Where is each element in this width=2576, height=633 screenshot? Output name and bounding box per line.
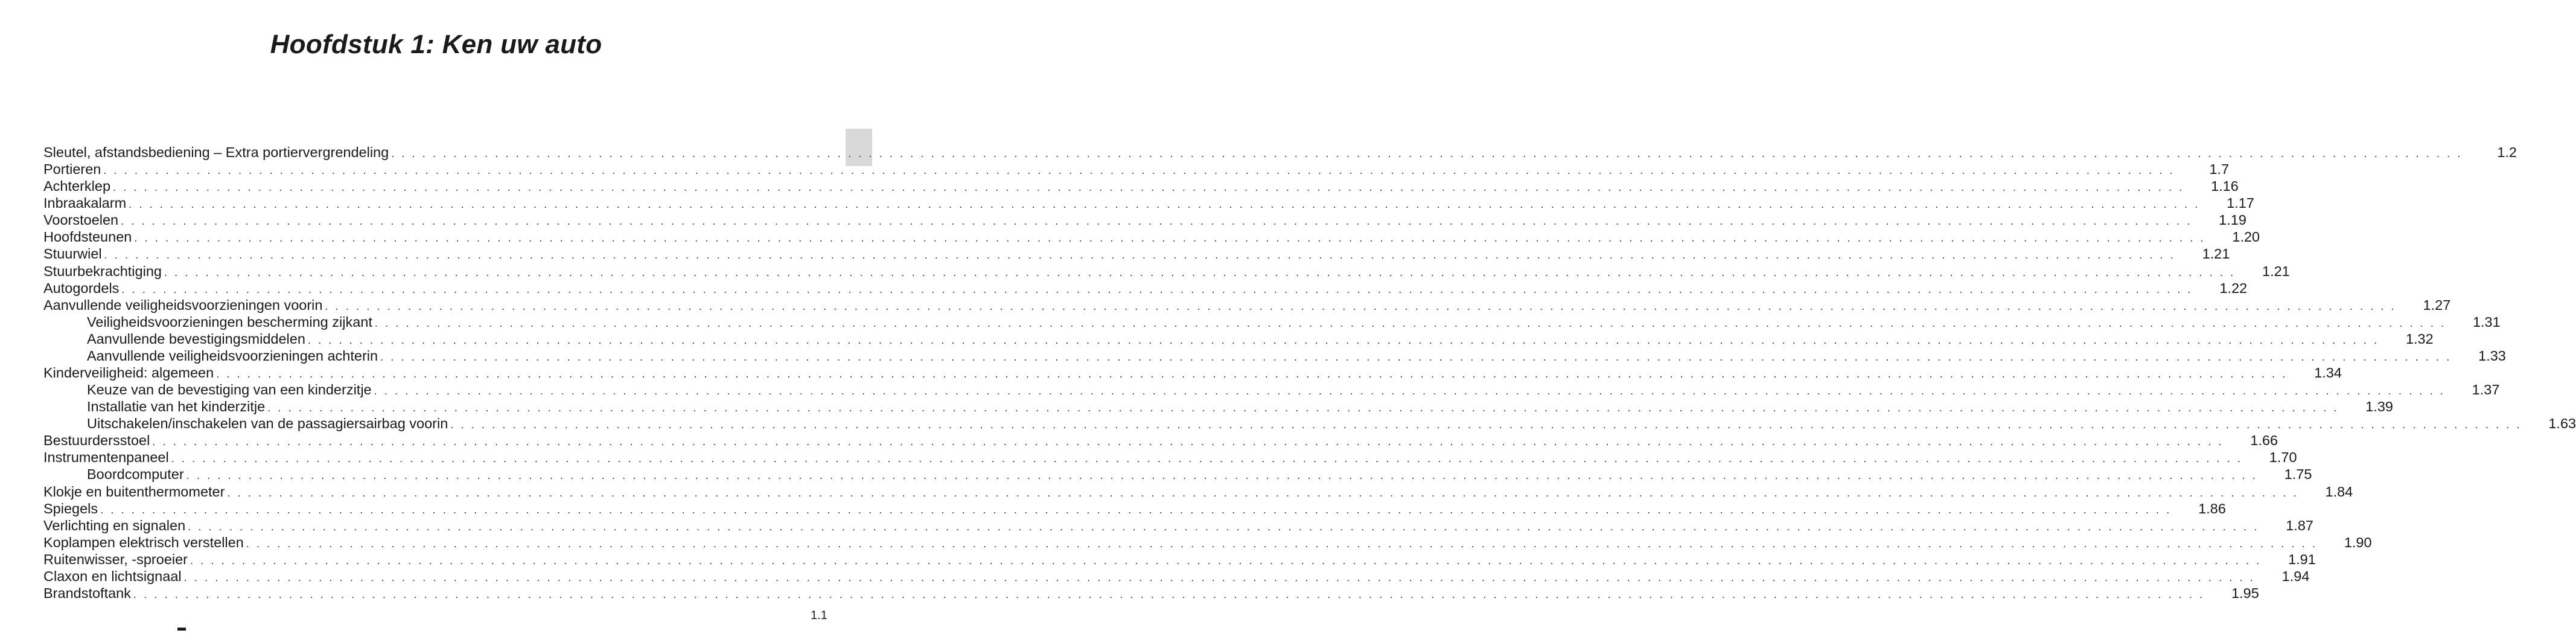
dot-leader: . . . . . . . . . . . . . . . . . . . . . . . . . . . . . . . . . . . . . . . . . . . . . . . . . . . . . . . . . . . . . . . . . . . . . . . . . . . . . . . . . . . . . . . . . . . . . . . . . . . . . . . . . . . . . . . . . . . . . . . . . . . . . . . . . . . . . . . . . . . . . . . . . . . . . . . . . . . . . . . . . . . . . . . . . . . . . . . . . . . . . . . . . . . . . . . . . . . . . . . . bbox=[129, 198, 2200, 211]
table-of-contents bbox=[43, 144, 2576, 602]
toc-entry-page: 1.17 bbox=[2227, 195, 2254, 211]
dot-leader: . . . . . . . . . . . . . . . . . . . . . . . . . . . . . . . . . . . . . . . . . . . . . . . . . . . . . . . . . . . . . . . . . . . . . . . . . . . . . . . . . . . . . . . . . . . . . . . . . . . . . . . . . . . . . . . . . . . . . . . . . . . . . . . . . . . . . . . . . . . . . . . . . . . . . . . . . . . . . . . . . . . . . . . . . . . . . . . . . . . . . . . . . . . . . . . . . . . . . . . . bbox=[190, 554, 2262, 567]
toc-entry[interactable] bbox=[43, 483, 2353, 500]
dot-leader: . . . . . . . . . . . . . . . . . . . . . . . . . . . . . . . . . . . . . . . . . . . . . . . . . . . . . . . . . . . . . . . . . . . . . . . . . . . . . . . . . . . . . . . . . . . . . . . . . . . . . . . . . . . . . . . . . . . . . . . . . . . . . . . . . . . . . . . . . . . . . . . . . . . . . . . . . . . . . . . . . . . . . . . . . . . . . . . . . . . . . . . . . . . . . . . . . . . . . . . . bbox=[186, 469, 2258, 482]
toc-entry-label: Aanvullende bevestigingsmiddelen bbox=[87, 330, 305, 347]
toc-entry-label: Hoofdsteunen bbox=[43, 229, 132, 245]
toc-entry[interactable] bbox=[43, 449, 2297, 466]
toc-entry-label: Aanvullende veiligheidsvoorzieningen achterin bbox=[87, 347, 378, 364]
toc-entry-page: 1.91 bbox=[2288, 551, 2316, 567]
dot-leader: . . . . . . . . . . . . . . . . . . . . . . . . . . . . . . . . . . . . . . . . . . . . . . . . . . . . . . . . . . . . . . . . . . . . . . . . . . . . . . . . . . . . . . . . . . . . . . . . . . . . . . . . . . . . . . . . . . . . . . . . . . . . . . . . . . . . . . . . . . . . . . . . . . . . . . . . . . . . . . . . . . . . . . . . . . . . . . . . . . . . . . . . . . . . . . . . . . . . . . . . bbox=[100, 503, 2172, 516]
toc-entry-label: Voorstoelen bbox=[43, 212, 119, 228]
toc-entry-page: 1.16 bbox=[2211, 178, 2239, 194]
dot-leader: . . . . . . . . . . . . . . . . . . . . . . . . . . . . . . . . . . . . . . . . . . . . . . . . . . . . . . . . . . . . . . . . . . . . . . . . . . . . . . . . . . . . . . . . . . . . . . . . . . . . . . . . . . . . . . . . . . . . . . . . . . . . . . . . . . . . . . . . . . . . . . . . . . . . . . . . . . . . . . . . . . . . . . . . . . . . . . . . . . . . . . . . . . . . . . . . . . . . . . . . bbox=[152, 435, 2224, 448]
toc-entry-page: 1.7 bbox=[2209, 161, 2230, 178]
toc-entry[interactable] bbox=[43, 398, 2394, 415]
toc-entry[interactable] bbox=[43, 500, 2226, 517]
toc-entry-label: Bestuurdersstoel bbox=[43, 432, 150, 449]
toc-entry[interactable] bbox=[43, 313, 2501, 330]
toc-entry[interactable] bbox=[43, 585, 2259, 602]
toc-entry-page: 1.70 bbox=[2269, 449, 2297, 466]
dot-leader: . . . . . . . . . . . . . . . . . . . . . . . . . . . . . . . . . . . . . . . . . . . . . . . . . . . . . . . . . . . . . . . . . . . . . . . . . . . . . . . . . . . . . . . . . . . . . . . . . . . . . . . . . . . . . . . . . . . . . . . . . . . . . . . . . . . . . . . . . . . . . . . . . . . . . . . . . . . . . . . . . . . . . . . . . . . . . . . . . . . . . . . . . . . . . . . . . . . . . . . . bbox=[227, 486, 2299, 499]
dot-leader: . . . . . . . . . . . . . . . . . . . . . . . . . . . . . . . . . . . . . . . . . . . . . . . . . . . . . . . . . . . . . . . . . . . . . . . . . . . . . . . . . . . . . . . . . . . . . . . . . . . . . . . . . . . . . . . . . . . . . . . . . . . . . . . . . . . . . . . . . . . . . . . . . . . . . . . . . . . . . . . . . . . . . . . . . . . . . . . . . . . . . . . . . . . . . . . . . . . . . . . . bbox=[171, 452, 2243, 465]
toc-entry[interactable] bbox=[43, 466, 2312, 483]
dot-leader: . . . . . . . . . . . . . . . . . . . . . . . . . . . . . . . . . . . . . . . . . . . . . . . . . . . . . . . . . . . . . . . . . . . . . . . . . . . . . . . . . . . . . . . . . . . . . . . . . . . . . . . . . . . . . . . . . . . . . . . . . . . . . . . . . . . . . . . . . . . . . . . . . . . . . . . . . . . . . . . . . . . . . . . . . . . . . . . . . . . . . . . . . . . . . . . . . . . . . . . . bbox=[246, 537, 2318, 550]
toc-entry[interactable] bbox=[43, 517, 2313, 534]
dot-leader: . . . . . . . . . . . . . . . . . . . . . . . . . . . . . . . . . . . . . . . . . . . . . . . . . . . . . . . . . . . . . . . . . . . . . . . . . . . . . . . . . . . . . . . . . . . . . . . . . . . . . . . . . . . . . . . . . . . . . . . . . . . . . . . . . . . . . . . . . . . . . . . . . . . . . . . . . . . . . . . . . . . . . . . . . . . . . . . . . . . . . . . . . . . . . . . . . . . . . . . . bbox=[216, 368, 2287, 381]
dot-leader: . . . . . . . . . . . . . . . . . . . . . . . . . . . . . . . . . . . . . . . . . . . . . . . . . . . . . . . . . . . . . . . . . . . . . . . . . . . . . . . . . . . . . . . . . . . . . . . . . . . . . . . . . . . . . . . . . . . . . . . . . . . . . . . . . . . . . . . . . . . . . . . . . . . . . . . . . . . . . . . . . . . . . . . . . . . . . . . . . . . . . . . . . . . . . . . . . . . . . . . . bbox=[391, 147, 2463, 159]
dot-leader: . . . . . . . . . . . . . . . . . . . . . . . . . . . . . . . . . . . . . . . . . . . . . . . . . . . . . . . . . . . . . . . . . . . . . . . . . . . . . . . . . . . . . . . . . . . . . . . . . . . . . . . . . . . . . . . . . . . . . . . . . . . . . . . . . . . . . . . . . . . . . . . . . . . . . . . . . . . . . . . . . . . . . . . . . . . . . . . . . . . . . . . . . . . . . . . . . . . . . . . . bbox=[325, 300, 2397, 312]
toc-entry-label: Boordcomputer bbox=[87, 466, 184, 483]
toc-entry-label: Kinderveiligheid: algemeen bbox=[43, 365, 214, 381]
toc-entry-label: Keuze van de bevestiging van een kinderzitje bbox=[87, 382, 372, 398]
toc-entry-label: Stuurbekrachtiging bbox=[43, 263, 162, 279]
toc-entry[interactable] bbox=[43, 364, 2342, 381]
toc-entry[interactable] bbox=[43, 551, 2316, 568]
toc-entry[interactable] bbox=[43, 381, 2500, 398]
toc-entry-label: Koplampen elektrisch verstellen bbox=[43, 534, 244, 550]
toc-entry-page: 1.86 bbox=[2198, 500, 2226, 516]
toc-entry-label: Achterklep bbox=[43, 178, 111, 194]
dot-leader: . . . . . . . . . . . . . . . . . . . . . . . . . . . . . . . . . . . . . . . . . . . . . . . . . . . . . . . . . . . . . . . . . . . . . . . . . . . . . . . . . . . . . . . . . . . . . . . . . . . . . . . . . . . . . . . . . . . . . . . . . . . . . . . . . . . . . . . . . . . . . . . . . . . . . . . . . . . . . . . . . . . . . . . . . . . . . . . . . . . . . . . . . . . . . . . . . . . . . . . . bbox=[188, 520, 2259, 533]
dot-leader: . . . . . . . . . . . . . . . . . . . . . . . . . . . . . . . . . . . . . . . . . . . . . . . . . . . . . . . . . . . . . . . . . . . . . . . . . . . . . . . . . . . . . . . . . . . . . . . . . . . . . . . . . . . . . . . . . . . . . . . . . . . . . . . . . . . . . . . . . . . . . . . . . . . . . . . . . . . . . . . . . . . . . . . . . . . . . . . . . . . . . . . . . . . . . . . . . . . . . . . . bbox=[450, 419, 2522, 431]
toc-entry-page: 1.90 bbox=[2344, 534, 2372, 550]
toc-entry[interactable] bbox=[43, 568, 2310, 585]
dot-leader: . . . . . . . . . . . . . . . . . . . . . . . . . . . . . . . . . . . . . . . . . . . . . . . . . . . . . . . . . . . . . . . . . . . . . . . . . . . . . . . . . . . . . . . . . . . . . . . . . . . . . . . . . . . . . . . . . . . . . . . . . . . . . . . . . . . . . . . . . . . . . . . . . . . . . . . . . . . . . . . . . . . . . . . . . . . . . . . . . . . . . . . . . . . . . . . . . . . . . . . . bbox=[183, 571, 2256, 583]
toc-entry[interactable] bbox=[43, 144, 2517, 161]
toc-entry-page: 1.19 bbox=[2219, 212, 2246, 228]
footer-mark bbox=[177, 628, 186, 631]
toc-entry[interactable] bbox=[43, 347, 2506, 364]
toc-entry-page: 1.20 bbox=[2232, 229, 2260, 245]
toc-entry-label: Brandstoftank bbox=[43, 585, 132, 602]
toc-entry-label: Portieren bbox=[43, 161, 101, 178]
toc-entry-page: 1.34 bbox=[2314, 365, 2342, 381]
toc-entry-page: 1.33 bbox=[2478, 347, 2506, 364]
toc-entry-page: 1.63 bbox=[2548, 416, 2576, 432]
dot-leader: . . . . . . . . . . . . . . . . . . . . . . . . . . . . . . . . . . . . . . . . . . . . . . . . . . . . . . . . . . . . . . . . . . . . . . . . . . . . . . . . . . . . . . . . . . . . . . . . . . . . . . . . . . . . . . . . . . . . . . . . . . . . . . . . . . . . . . . . . . . . . . . . . . . . . . . . . . . . . . . . . . . . . . . . . . . . . . . . . . . . . . . . . . . . . . . . . . . . . . . . bbox=[104, 249, 2176, 262]
toc-entry[interactable] bbox=[43, 161, 2230, 178]
page-title: Hoofdstuk 1: Ken uw auto bbox=[270, 30, 602, 60]
toc-entry-label: Inbraakalarm bbox=[43, 195, 127, 211]
toc-entry-label: Installatie van het kinderzitje bbox=[87, 399, 266, 415]
dot-leader: . . . . . . . . . . . . . . . . . . . . . . . . . . . . . . . . . . . . . . . . . . . . . . . . . . . . . . . . . . . . . . . . . . . . . . . . . . . . . . . . . . . . . . . . . . . . . . . . . . . . . . . . . . . . . . . . . . . . . . . . . . . . . . . . . . . . . . . . . . . . . . . . . . . . . . . . . . . . . . . . . . . . . . . . . . . . . . . . . . . . . . . . . . . . . . . . . . . . . . . . bbox=[121, 215, 2192, 228]
dot-leader: . . . . . . . . . . . . . . . . . . . . . . . . . . . . . . . . . . . . . . . . . . . . . . . . . . . . . . . . . . . . . . . . . . . . . . . . . . . . . . . . . . . . . . . . . . . . . . . . . . . . . . . . . . . . . . . . . . . . . . . . . . . . . . . . . . . . . . . . . . . . . . . . . . . . . . . . . . . . . . . . . . . . . . . . . . . . . . . . . . . . . . . . . . . . . . . . . . . . . . . . bbox=[164, 266, 2236, 278]
toc-entry-label: Klokje en buitenthermometer bbox=[43, 483, 225, 500]
dot-leader: . . . . . . . . . . . . . . . . . . . . . . . . . . . . . . . . . . . . . . . . . . . . . . . . . . . . . . . . . . . . . . . . . . . . . . . . . . . . . . . . . . . . . . . . . . . . . . . . . . . . . . . . . . . . . . . . . . . . . . . . . . . . . . . . . . . . . . . . . . . . . . . . . . . . . . . . . . . . . . . . . . . . . . . . . . . . . . . . . . . . . . . . . . . . . . . . . . . . . . . . bbox=[374, 385, 2446, 397]
toc-entry-label: Autogordels bbox=[43, 280, 120, 296]
dot-leader: . . . . . . . . . . . . . . . . . . . . . . . . . . . . . . . . . . . . . . . . . . . . . . . . . . . . . . . . . . . . . . . . . . . . . . . . . . . . . . . . . . . . . . . . . . . . . . . . . . . . . . . . . . . . . . . . . . . . . . . . . . . . . . . . . . . . . . . . . . . . . . . . . . . . . . . . . . . . . . . . . . . . . . . . . . . . . . . . . . . . . . . . . . . . . . . . . . . . . . . . bbox=[374, 316, 2446, 329]
toc-entry-page: 1.2 bbox=[2497, 144, 2517, 160]
toc-entry-label: Stuurwiel bbox=[43, 246, 102, 262]
dot-leader: . . . . . . . . . . . . . . . . . . . . . . . . . . . . . . . . . . . . . . . . . . . . . . . . . . . . . . . . . . . . . . . . . . . . . . . . . . . . . . . . . . . . . . . . . . . . . . . . . . . . . . . . . . . . . . . . . . . . . . . . . . . . . . . . . . . . . . . . . . . . . . . . . . . . . . . . . . . . . . . . . . . . . . . . . . . . . . . . . . . . . . . . . . . . . . . . . . . . . . . . bbox=[121, 283, 2193, 295]
toc-entry[interactable] bbox=[43, 263, 2290, 280]
toc-entry[interactable] bbox=[43, 534, 2372, 551]
toc-entry[interactable] bbox=[43, 194, 2254, 211]
toc-entry[interactable] bbox=[43, 432, 2278, 449]
toc-entry-page: 1.87 bbox=[2286, 517, 2313, 533]
dot-leader: . . . . . . . . . . . . . . . . . . . . . . . . . . . . . . . . . . . . . . . . . . . . . . . . . . . . . . . . . . . . . . . . . . . . . . . . . . . . . . . . . . . . . . . . . . . . . . . . . . . . . . . . . . . . . . . . . . . . . . . . . . . . . . . . . . . . . . . . . . . . . . . . . . . . . . . . . . . . . . . . . . . . . . . . . . . . . . . . . . . . . . . . . . . . . . . . . . . . . . . . bbox=[380, 350, 2452, 363]
toc-entry-page: 1.32 bbox=[2405, 330, 2434, 347]
toc-entry[interactable] bbox=[43, 415, 2576, 432]
toc-entry-label: Verlichting en signalen bbox=[43, 517, 186, 533]
toc-entry[interactable] bbox=[43, 297, 2451, 313]
toc-entry-label: Aanvullende veiligheidsvoorzieningen voorin bbox=[43, 297, 323, 313]
dot-leader: . . . . . . . . . . . . . . . . . . . . . . . . . . . . . . . . . . . . . . . . . . . . . . . . . . . . . . . . . . . . . . . . . . . . . . . . . . . . . . . . . . . . . . . . . . . . . . . . . . . . . . . . . . . . . . . . . . . . . . . . . . . . . . . . . . . . . . . . . . . . . . . . . . . . . . . . . . . . . . . . . . . . . . . . . . . . . . . . . . . . . . . . . . . . . . . . . . . . . . . . bbox=[134, 232, 2206, 245]
dot-leader: . . . . . . . . . . . . . . . . . . . . . . . . . . . . . . . . . . . . . . . . . . . . . . . . . . . . . . . . . . . . . . . . . . . . . . . . . . . . . . . . . . . . . . . . . . . . . . . . . . . . . . . . . . . . . . . . . . . . . . . . . . . . . . . . . . . . . . . . . . . . . . . . . . . . . . . . . . . . . . . . . . . . . . . . . . . . . . . . . . . . . . . . . . . . . . . . . . . . . . . . bbox=[267, 402, 2339, 414]
toc-entry-page: 1.39 bbox=[2365, 399, 2394, 415]
toc-entry-label: Uitschakelen/inschakelen van de passagiersairbag voorin bbox=[87, 416, 448, 432]
toc-entry[interactable] bbox=[43, 280, 2248, 297]
toc-entry-label: Instrumentenpaneel bbox=[43, 449, 169, 466]
toc-entry[interactable] bbox=[43, 228, 2260, 245]
toc-entry-page: 1.94 bbox=[2281, 568, 2310, 584]
toc-entry-label: Ruitenwisser, -sproeier bbox=[43, 551, 188, 567]
dot-leader: . . . . . . . . . . . . . . . . . . . . . . . . . . . . . . . . . . . . . . . . . . . . . . . . . . . . . . . . . . . . . . . . . . . . . . . . . . . . . . . . . . . . . . . . . . . . . . . . . . . . . . . . . . . . . . . . . . . . . . . . . . . . . . . . . . . . . . . . . . . . . . . . . . . . . . . . . . . . . . . . . . . . . . . . . . . . . . . . . . . . . . . . . . . . . . . . . . . . . . . . bbox=[113, 181, 2184, 194]
dot-leader: . . . . . . . . . . . . . . . . . . . . . . . . . . . . . . . . . . . . . . . . . . . . . . . . . . . . . . . . . . . . . . . . . . . . . . . . . . . . . . . . . . . . . . . . . . . . . . . . . . . . . . . . . . . . . . . . . . . . . . . . . . . . . . . . . . . . . . . . . . . . . . . . . . . . . . . . . . . . . . . . . . . . . . . . . . . . . . . . . . . . . . . . . . . . . . . . . . . . . . . . bbox=[133, 588, 2205, 601]
toc-entry-page: 1.21 bbox=[2262, 263, 2290, 279]
dot-leader: . . . . . . . . . . . . . . . . . . . . . . . . . . . . . . . . . . . . . . . . . . . . . . . . . . . . . . . . . . . . . . . . . . . . . . . . . . . . . . . . . . . . . . . . . . . . . . . . . . . . . . . . . . . . . . . . . . . . . . . . . . . . . . . . . . . . . . . . . . . . . . . . . . . . . . . . . . . . . . . . . . . . . . . . . . . . . . . . . . . . . . . . . . . . . . . . . . . . . . . . bbox=[103, 164, 2175, 177]
toc-entry-label: Claxon en lichtsignaal bbox=[43, 568, 182, 584]
toc-entry-page: 1.37 bbox=[2472, 382, 2500, 398]
toc-entry-page: 1.22 bbox=[2219, 280, 2248, 296]
toc-entry-page: 1.75 bbox=[2284, 466, 2312, 483]
toc-entry-page: 1.66 bbox=[2250, 432, 2278, 449]
toc-entry-page: 1.95 bbox=[2231, 585, 2259, 602]
toc-entry[interactable] bbox=[43, 245, 2230, 262]
toc-entry-page: 1.31 bbox=[2472, 313, 2501, 330]
page-number: 1.1 bbox=[811, 609, 827, 622]
toc-entry[interactable] bbox=[43, 330, 2434, 347]
toc-entry[interactable] bbox=[43, 211, 2246, 228]
toc-entry-page: 1.21 bbox=[2202, 246, 2230, 262]
toc-entry-label: Spiegels bbox=[43, 500, 98, 516]
toc-entry-label: Veiligheidsvoorzieningen bescherming zijkant bbox=[87, 313, 372, 330]
toc-entry-page: 1.27 bbox=[2423, 297, 2451, 313]
dot-leader: . . . . . . . . . . . . . . . . . . . . . . . . . . . . . . . . . . . . . . . . . . . . . . . . . . . . . . . . . . . . . . . . . . . . . . . . . . . . . . . . . . . . . . . . . . . . . . . . . . . . . . . . . . . . . . . . . . . . . . . . . . . . . . . . . . . . . . . . . . . . . . . . . . . . . . . . . . . . . . . . . . . . . . . . . . . . . . . . . . . . . . . . . . . . . . . . . . . . . . . . bbox=[307, 333, 2379, 346]
toc-entry[interactable] bbox=[43, 178, 2239, 194]
toc-entry-page: 1.84 bbox=[2325, 483, 2353, 500]
toc-entry-label: Sleutel, afstandsbediening – Extra portiervergrendeling bbox=[43, 144, 389, 160]
